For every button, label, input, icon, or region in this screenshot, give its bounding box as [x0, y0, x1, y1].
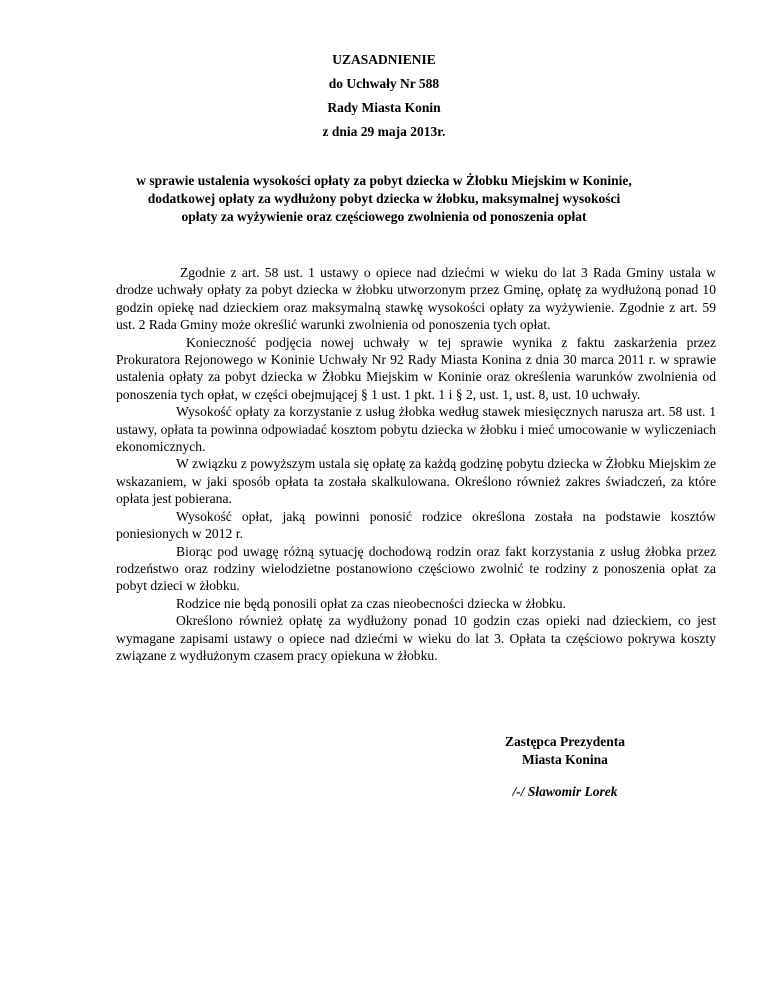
body-paragraph: Wysokość opłat, jaką powinni ponosić rodzice określona została na podstawie kosztów poniesionych w 2012 r. [116, 508, 716, 542]
resolution-reference: do Uchwały Nr 588 [328, 76, 440, 91]
subject-line-1: w sprawie ustalenia wysokości opłaty za pobyt dziecka w Żłobku Miejskim w Koninie, [136, 173, 632, 188]
body-paragraph: W związku z powyższym ustala się opłatę za każdą godzinę pobytu dziecka w Żłobku Miejskim ze wskazaniem, w jaki sposób opłata ta została skalkulowana. Określono również zakres świadczeń, za które opłata jest pobierana. [116, 456, 716, 507]
document-header [0, 48, 768, 144]
subject-line-2: dodatkowej opłaty za wydłużony pobyt dziecka w żłobku, maksymalnej wysokości [147, 191, 621, 206]
document-body [116, 264, 716, 664]
resolution-date: z dnia 29 maja 2013r. [322, 124, 446, 139]
document-title: UZASADNIENIE [332, 52, 436, 67]
body-paragraph: Rodzice nie będą ponosili opłat za czas nieobecności dziecka w żłobku. [176, 595, 566, 611]
body-paragraph: Biorąc pod uwagę różną sytuację dochodową rodzin oraz fakt korzystania z usług żłobka przez rodzeństwo oraz rodziny wielodzietne postanowiono częściowo zwolnić te rodziny z ponoszenia opłat za pobyt dzieci w żłobku. [116, 543, 716, 594]
body-paragraph: Zgodnie z art. 58 ust. 1 ustawy o opiece nad dziećmi w wieku do lat 3 Rada Gminy ustala w drodze uchwały opłaty za pobyt dziecka w żłobku utworzonym przez Gminę, opłatę za wydłużoną ponad 10 godzin opiekę nad dzieckiem oraz maksymalną stawkę wysokości opłaty za wyżywienie. Zgodnie z art. 59 ust. 2 Rada Gminy może określić warunki zwolnienia od ponoszenia tych opłat. [116, 265, 716, 333]
body-paragraph: Wysokość opłaty za korzystanie z usług żłobka według stawek miesięcznych narusza art. 58 ust. 1 ustawy, opłata ta powinna odpowiadać kosztom pobytu dziecka w żłobku i mieć umocowanie w wyliczeniach ekonomicznych. [116, 404, 716, 455]
body-paragraph: Konieczność podjęcia nowej uchwały w tej sprawie wynika z faktu zaskarżenia przez Prokuratora Rejonowego w Koninie Uchwały Nr 92 Rady Miasta Konina z dnia 30 marca 2011 r. w sprawie ustalenia opłaty za pobyt dziecka w Żłobku Miejskim w Koninie oraz określenia warunków zwolnienia od ponoszenia tych opłat, w części obejmującej § 1 ust. 1 pkt. 1 i § 2, ust. 1, ust. 8, ust. 10 uchwały. [116, 334, 716, 402]
body-paragraph: Określono również opłatę za wydłużony ponad 10 godzin czas opieki nad dzieckiem, co jest wymagane zapisami ustawy o opiece nad dziećmi w wieku do lat 3. Opłata ta częściowo pokrywa koszty związane z wydłużonym czasem pracy opiekuna w żłobku. [116, 613, 716, 663]
signature-block [470, 733, 660, 769]
document-subject [110, 172, 658, 226]
council-name: Rady Miasta Konin [327, 100, 441, 115]
subject-line-3: opłaty za wyżywienie oraz częściowego zwolnienia od ponoszenia opłat [181, 209, 587, 224]
signatory-name: /-/ Sławomir Lorek [512, 784, 618, 799]
signatory-position: Zastępca Prezydenta [504, 734, 626, 749]
signatory-office: Miasta Konina [522, 752, 608, 767]
